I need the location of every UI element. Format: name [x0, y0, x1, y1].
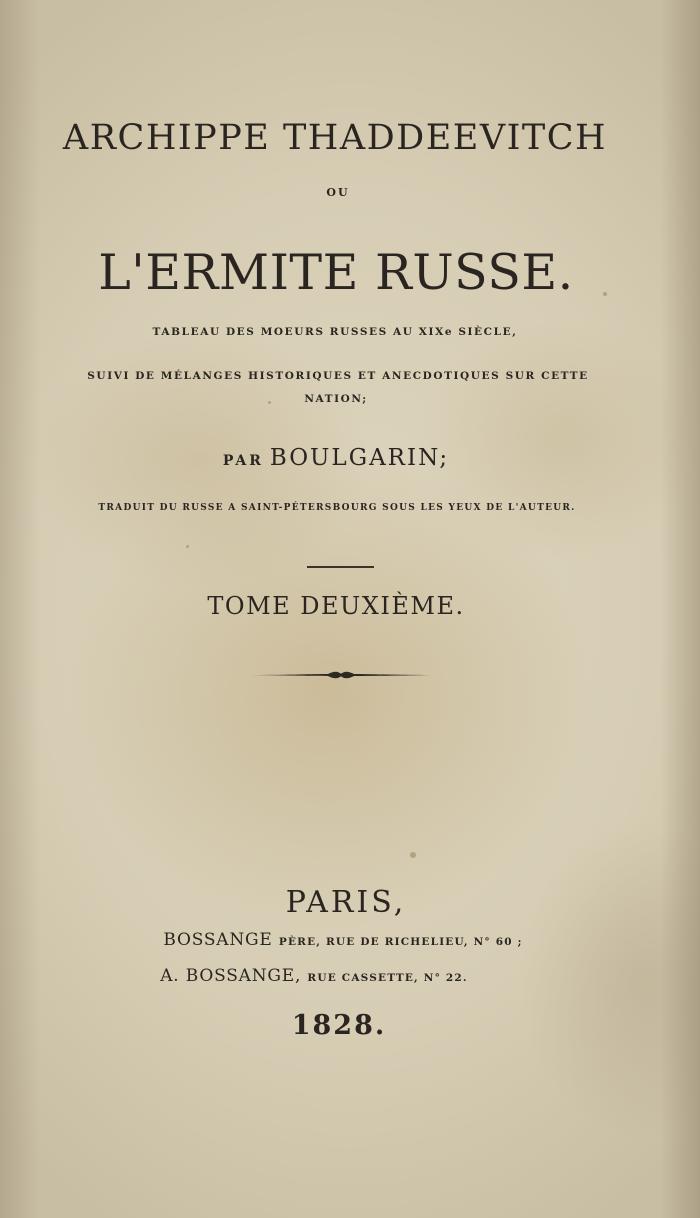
main-title: ARCHIPPE THADDEEVITCH: [62, 118, 608, 158]
publication-city: PARIS,: [285, 885, 407, 920]
publisher-line-2: [0, 966, 664, 986]
publisher-line-1: [0, 930, 693, 950]
publisher-1-name: BOSSANGE: [163, 930, 273, 950]
author-name: BOULGARIN;: [269, 445, 450, 471]
publisher-1-address: PÈRE, RUE DE RICHELIEU, N° 60 ;: [278, 936, 523, 948]
author-prefix: PAR: [222, 453, 264, 469]
subtitle-line-2: SUIVI DE MÉLANGES HISTORIQUES ET ANECDOTIQUES SUR CETTE: [87, 370, 589, 382]
publisher-2-name: A. BOSSANGE,: [160, 966, 302, 986]
subtitle-line-3: NATION;: [304, 393, 368, 405]
author-line: [0, 445, 686, 471]
subtitle-line-1: TABLEAU DES MOEURS RUSSES AU XIXe SIÈCLE,: [152, 326, 518, 338]
foxing-spot: [410, 852, 416, 858]
translation-note: TRADUIT DU RUSSE A SAINT-PÉTERSBOURG SOUS LES YEUX DE L'AUTEUR.: [98, 503, 576, 513]
title-conjunction: OU: [326, 186, 350, 199]
ornamental-rule: [250, 668, 432, 682]
publisher-2-address: RUE CASSETTE, N° 22.: [307, 972, 468, 984]
publication-year: 1828.: [291, 1010, 387, 1041]
volume-label: TOME DEUXIÈME.: [207, 592, 465, 620]
alternate-title: L'ERMITE RUSSE.: [98, 244, 574, 301]
short-rule: [307, 566, 374, 568]
foxing-spot: [186, 545, 189, 548]
